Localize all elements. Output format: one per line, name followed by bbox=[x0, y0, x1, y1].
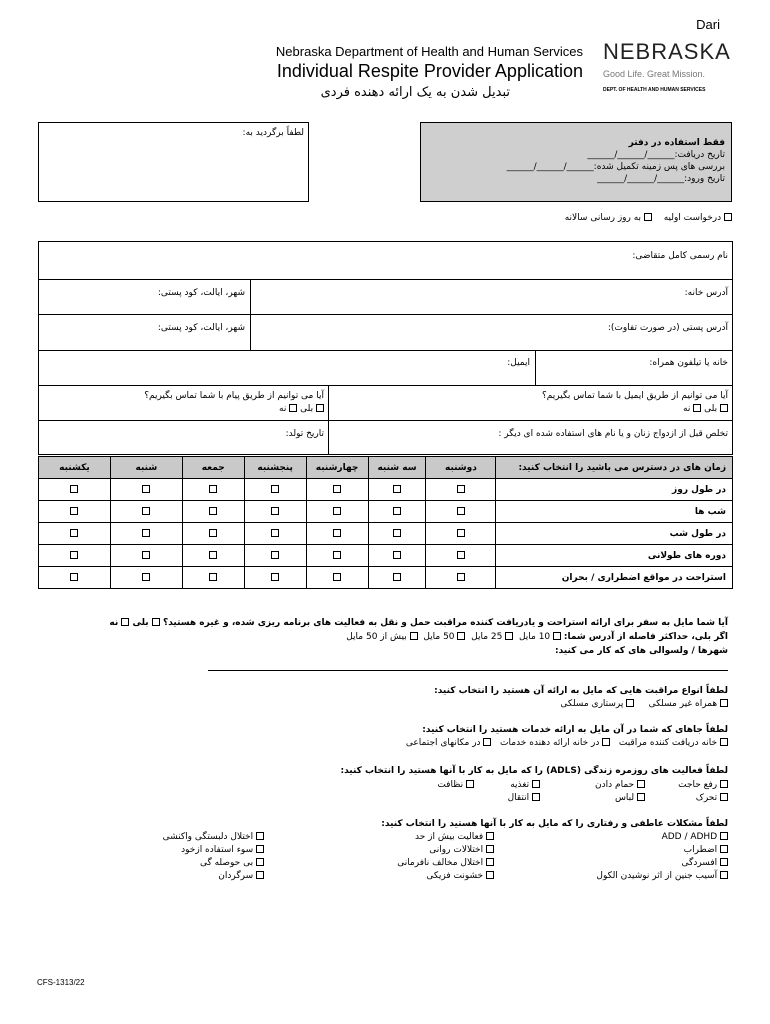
behavior-checkbox[interactable] bbox=[256, 832, 264, 840]
availability-checkbox[interactable] bbox=[209, 485, 217, 493]
behavior-item bbox=[682, 857, 728, 869]
locations-heading: لطفاً جاهای که شما در آن مایل به ارائه خدمات هستید را انتخاب کنید: bbox=[422, 725, 728, 735]
care-types-heading: لطفاً انواع مراقبت هایی که مایل به ارائه آن هستید را انتخاب کنید: bbox=[434, 686, 728, 696]
availability-checkbox[interactable] bbox=[333, 551, 341, 559]
behaviors-heading: لطفاً مشکلات عاطفی و رفتاری را که مایل به کار با آنها هستید را انتخاب کنید: bbox=[381, 819, 728, 829]
adl-label: تحرک bbox=[695, 793, 718, 803]
behavior-checkbox[interactable] bbox=[720, 858, 728, 866]
availability-row-evenings bbox=[39, 501, 733, 523]
behavior-label: اختلال دلبستگی واکنشی bbox=[162, 832, 254, 842]
care-types-options bbox=[560, 698, 728, 710]
availability-checkbox[interactable] bbox=[142, 573, 150, 581]
behavior-item bbox=[200, 857, 264, 869]
travel-yes-checkbox[interactable] bbox=[152, 618, 160, 626]
availability-checkbox[interactable] bbox=[142, 551, 150, 559]
availability-checkbox[interactable] bbox=[142, 507, 150, 515]
adl-dressing bbox=[615, 792, 645, 804]
behavior-label: اضطراب bbox=[683, 845, 718, 855]
behavior-item bbox=[415, 831, 494, 843]
adl-checkbox[interactable] bbox=[532, 780, 540, 788]
adl-label: لباس bbox=[614, 793, 635, 803]
email-contact-question: آیا می توانیم از طریق ایمیل با شما تماس بگیریم؟ bbox=[541, 391, 728, 401]
adl-label: تغذیه bbox=[510, 780, 530, 790]
availability-table bbox=[38, 456, 733, 589]
locations-options bbox=[406, 737, 728, 749]
location-recipient-home-label: خانه دریافت کننده مراقبت bbox=[618, 738, 718, 748]
availability-checkbox[interactable] bbox=[457, 485, 465, 493]
care-nursing-label: پرستاری مسلکی bbox=[560, 699, 624, 709]
behavior-label: آسیب جنین از اثر نوشیدن الکول bbox=[596, 871, 718, 881]
availability-checkbox[interactable] bbox=[209, 529, 217, 537]
behavior-checkbox[interactable] bbox=[486, 832, 494, 840]
behavior-checkbox[interactable] bbox=[720, 871, 728, 879]
initial-application-label: درخواست اولیه bbox=[663, 213, 722, 223]
travel-question: آیا شما مایل به سفر برای ارائه استراحت و یادریافت کننده مراقبت حمل و نقل به فعالیت های برنامه ریزی شده، و غیره هستید؟ bbox=[162, 618, 728, 628]
availability-checkbox[interactable] bbox=[271, 485, 279, 493]
behavior-checkbox[interactable] bbox=[256, 858, 264, 866]
behavior-checkbox[interactable] bbox=[486, 858, 494, 866]
text-contact-yes-label: بلی bbox=[300, 404, 314, 414]
behavior-item bbox=[426, 870, 494, 882]
form-title-dari: تبدیل شدن به یک ارائه دهنده فردی bbox=[320, 85, 510, 100]
availability-row-emergency bbox=[39, 567, 733, 589]
behavior-item bbox=[684, 844, 728, 856]
adl-transfer bbox=[508, 792, 540, 804]
email-field[interactable]: ایمیل: bbox=[507, 358, 530, 368]
cities-worked-label: شهرها / ولسوالی های که کار می کنید: bbox=[555, 646, 728, 656]
distance-50plus-label: بیش از 50 مایل bbox=[346, 632, 407, 642]
travel-yes-label: بلی bbox=[132, 618, 149, 628]
availability-checkbox[interactable] bbox=[333, 485, 341, 493]
day-header-monday: دوشنبه bbox=[426, 457, 496, 479]
nebraska-logo bbox=[603, 39, 731, 100]
availability-header-row bbox=[39, 457, 733, 479]
distance-25-label: 25 مایل bbox=[471, 632, 503, 642]
email-contact-options bbox=[683, 403, 728, 415]
location-provider-home-label: در خانه ارائه دهنده خدمات bbox=[500, 738, 600, 748]
behavior-checkbox[interactable] bbox=[720, 845, 728, 853]
availability-checkbox[interactable] bbox=[209, 507, 217, 515]
availability-checkbox[interactable] bbox=[457, 529, 465, 537]
travel-distance-line bbox=[346, 631, 728, 643]
behavior-label: اختلالات روانی bbox=[429, 845, 484, 855]
availability-heading: زمان های در دسترس می باشید را انتخاب کنید: bbox=[496, 457, 733, 479]
care-nonprofessional-checkbox[interactable] bbox=[720, 699, 728, 707]
behavior-item bbox=[429, 844, 494, 856]
availability-checkbox[interactable] bbox=[209, 551, 217, 559]
availability-checkbox[interactable] bbox=[393, 507, 401, 515]
adl-checkbox[interactable] bbox=[637, 793, 645, 801]
availability-checkbox[interactable] bbox=[70, 507, 78, 515]
home-address-field[interactable]: آدرس خانه: bbox=[684, 288, 728, 298]
adl-grooming bbox=[437, 779, 474, 791]
text-contact-question: آیا می توانیم از طریق پیام با شما تماس بگیریم؟ bbox=[144, 391, 324, 401]
office-background-check-date: بررسی های پس زمینه تکمیل شده:______/______/______ bbox=[506, 162, 725, 172]
full-name-field[interactable]: نام رسمی کامل متقاضی: bbox=[632, 251, 728, 261]
availability-row-label: شب ها bbox=[496, 501, 733, 523]
travel-no-checkbox[interactable] bbox=[121, 618, 129, 626]
day-header-saturday: شنبه bbox=[110, 457, 182, 479]
behavior-checkbox[interactable] bbox=[720, 832, 728, 840]
availability-checkbox[interactable] bbox=[142, 485, 150, 493]
behavior-label: بی حوصله گی bbox=[199, 858, 254, 868]
behavior-item bbox=[596, 870, 728, 882]
office-use-title: فقط استفاده در دفتر bbox=[628, 138, 725, 148]
day-header-friday: جمعه bbox=[182, 457, 244, 479]
adl-bathing bbox=[595, 779, 645, 791]
availability-checkbox[interactable] bbox=[393, 485, 401, 493]
behavior-item bbox=[181, 844, 264, 856]
behavior-checkbox[interactable] bbox=[256, 845, 264, 853]
distance-10-checkbox[interactable] bbox=[553, 632, 561, 640]
day-header-sunday: یکشنبه bbox=[39, 457, 111, 479]
adl-checkbox[interactable] bbox=[466, 780, 474, 788]
form-code: CFS-1313/22 bbox=[37, 978, 85, 987]
email-contact-yes-label: بلی bbox=[704, 404, 718, 414]
behavior-checkbox[interactable] bbox=[486, 871, 494, 879]
logo-department: DEPT. OF HEALTH AND HUMAN SERVICES bbox=[603, 87, 706, 93]
location-recipient-home-checkbox[interactable] bbox=[720, 738, 728, 746]
behavior-label: سوء استفاده ازخود bbox=[181, 845, 254, 855]
behavior-label: فعالیت بیش از حد bbox=[415, 832, 484, 842]
day-header-thursday: پنجشنبه bbox=[244, 457, 306, 479]
availability-row-extended bbox=[39, 545, 733, 567]
distance-50plus-checkbox[interactable] bbox=[410, 632, 418, 640]
email-contact-no-checkbox[interactable] bbox=[693, 404, 701, 412]
availability-checkbox[interactable] bbox=[70, 529, 78, 537]
behavior-label: افسردگی bbox=[681, 858, 718, 868]
availability-checkbox[interactable] bbox=[271, 573, 279, 581]
adl-checkbox[interactable] bbox=[720, 780, 728, 788]
annual-update-label: به روز رسانی سالانه bbox=[564, 213, 642, 223]
availability-checkbox[interactable] bbox=[271, 529, 279, 537]
logo-tagline: Good Life. Great Mission. bbox=[603, 69, 706, 79]
travel-no-label: نه bbox=[109, 618, 119, 628]
availability-row-label: دوره های طولانی bbox=[496, 545, 733, 567]
behavior-checkbox[interactable] bbox=[486, 845, 494, 853]
availability-checkbox[interactable] bbox=[393, 551, 401, 559]
return-address-label: لطفاً برگردید به: bbox=[242, 128, 304, 138]
availability-checkbox[interactable] bbox=[457, 573, 465, 581]
return-address-box[interactable] bbox=[38, 122, 309, 202]
adls-heading: لطفاً فعالیت های روزمره زندگی (ADLS) را که مایل به کار با آنها هستید را انتخاب کنید: bbox=[340, 766, 728, 776]
distance-50-checkbox[interactable] bbox=[457, 632, 465, 640]
email-contact-no-label: نه bbox=[683, 404, 691, 414]
city-state-zip-field[interactable]: شهر، ایالت، کود پستی: bbox=[157, 288, 245, 298]
application-type bbox=[565, 212, 732, 224]
email-contact-yes-checkbox[interactable] bbox=[720, 404, 728, 412]
availability-checkbox[interactable] bbox=[70, 573, 78, 581]
adl-mobility bbox=[696, 792, 728, 804]
text-contact-no-checkbox[interactable] bbox=[289, 404, 297, 412]
office-use-box bbox=[420, 122, 732, 202]
phone-field[interactable]: خانه یا تیلفون همراه: bbox=[649, 358, 728, 368]
location-community-label: در مکانهای اجتماعی bbox=[405, 738, 481, 748]
department-name: Nebraska Department of Health and Human Services bbox=[275, 44, 583, 59]
adl-label: حمام دادن bbox=[595, 780, 635, 790]
location-provider-home-checkbox[interactable] bbox=[602, 738, 610, 746]
availability-checkbox[interactable] bbox=[333, 507, 341, 515]
availability-checkbox[interactable] bbox=[457, 551, 465, 559]
distance-50-label: 50 مایل bbox=[423, 632, 455, 642]
day-header-wednesday: چهارشنبه bbox=[306, 457, 368, 479]
text-contact-no-label: نه bbox=[279, 404, 287, 414]
availability-checkbox[interactable] bbox=[70, 551, 78, 559]
availability-checkbox[interactable] bbox=[333, 573, 341, 581]
distance-10-label: 10 مایل bbox=[518, 632, 551, 642]
adl-checkbox[interactable] bbox=[532, 793, 540, 801]
availability-checkbox[interactable] bbox=[393, 573, 401, 581]
behavior-checkbox[interactable] bbox=[256, 871, 264, 879]
office-entry-date: تاریخ ورود:______/______/______ bbox=[597, 174, 725, 184]
adl-label: نظافت bbox=[437, 780, 464, 790]
availability-row-label: در طول شب bbox=[496, 523, 733, 545]
applicant-info-section bbox=[38, 241, 733, 455]
availability-checkbox[interactable] bbox=[209, 573, 217, 581]
availability-checkbox[interactable] bbox=[457, 507, 465, 515]
form-title: Individual Respite Provider Application bbox=[276, 61, 583, 81]
availability-checkbox[interactable] bbox=[142, 529, 150, 537]
behavior-item bbox=[163, 831, 264, 843]
behavior-item bbox=[218, 870, 264, 882]
behavior-label: اختلال مخالف نافرمانی bbox=[397, 858, 484, 868]
care-nursing-checkbox[interactable] bbox=[626, 699, 634, 707]
mailing-city-state-zip-field[interactable]: شهر، ایالت، کود پستی: bbox=[157, 323, 245, 333]
availability-checkbox[interactable] bbox=[333, 529, 341, 537]
availability-row-daytime bbox=[39, 479, 733, 501]
behavior-label: خشونت فزیکی bbox=[426, 871, 484, 881]
behavior-item bbox=[397, 857, 494, 869]
care-nonprofessional-label: همراه غیر مسلکی bbox=[648, 699, 718, 709]
logo-wordmark: NEBRASKA bbox=[603, 39, 731, 64]
availability-checkbox[interactable] bbox=[271, 507, 279, 515]
availability-row-label: استراحت در مواقع اضطراری / بحران bbox=[496, 567, 733, 589]
language-label: Dari bbox=[696, 17, 720, 32]
behavior-item bbox=[662, 831, 728, 843]
adl-checkbox[interactable] bbox=[637, 780, 645, 788]
other-names-field[interactable]: تخلص قبل از ازدواج زنان و یا نام های استفاده شده ای دیگر : bbox=[498, 429, 728, 439]
text-contact-options bbox=[279, 403, 324, 415]
office-received-date: تاریخ دریافت:______/______/______ bbox=[587, 150, 725, 160]
availability-checkbox[interactable] bbox=[70, 485, 78, 493]
mailing-address-field[interactable]: آدرس پستی (در صورت تفاوت): bbox=[607, 323, 728, 333]
availability-checkbox[interactable] bbox=[393, 529, 401, 537]
text-contact-yes-checkbox[interactable] bbox=[316, 404, 324, 412]
adl-checkbox[interactable] bbox=[720, 793, 728, 801]
annual-update-checkbox[interactable] bbox=[644, 213, 652, 221]
date-of-birth-field[interactable]: تاریخ تولد: bbox=[285, 429, 324, 439]
behavior-label: سرگردان bbox=[218, 871, 254, 881]
availability-row-overnight bbox=[39, 523, 733, 545]
behavior-label: ADD / ADHD bbox=[661, 832, 718, 842]
cities-worked-input-line[interactable] bbox=[208, 670, 728, 671]
availability-row-label: در طول روز bbox=[496, 479, 733, 501]
day-header-tuesday: سه شنبه bbox=[368, 457, 426, 479]
adl-label: انتقال bbox=[507, 793, 530, 803]
adl-toileting bbox=[676, 779, 728, 791]
availability-checkbox[interactable] bbox=[271, 551, 279, 559]
adl-label: رفع حاجت bbox=[678, 780, 718, 790]
location-community-checkbox[interactable] bbox=[483, 738, 491, 746]
travel-distance-label: اگر بلی، حداکثر فاصله از آدرس شما: bbox=[563, 632, 728, 642]
initial-application-checkbox[interactable] bbox=[724, 213, 732, 221]
distance-25-checkbox[interactable] bbox=[505, 632, 513, 640]
adl-feeding bbox=[510, 779, 540, 791]
travel-question-line bbox=[109, 617, 728, 629]
